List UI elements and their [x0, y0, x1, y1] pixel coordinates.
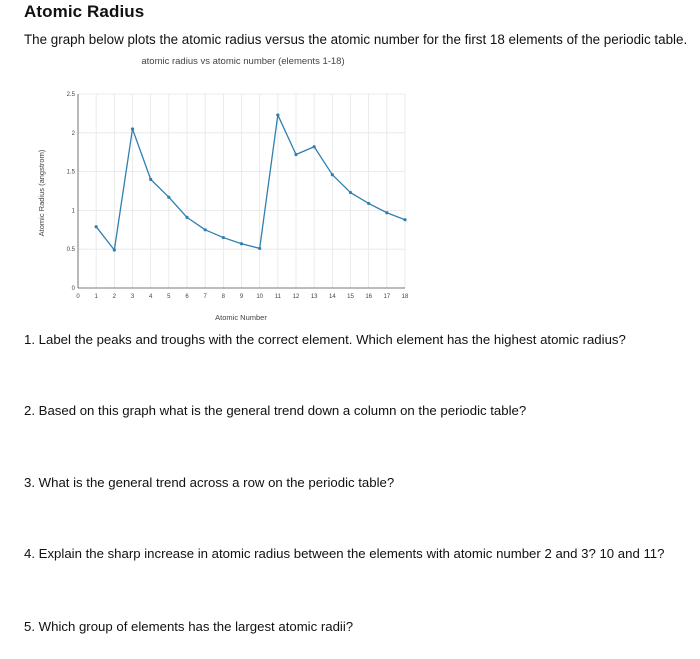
data-point: [204, 228, 207, 231]
x-tick-label: 6: [185, 294, 189, 300]
x-tick-label: 16: [365, 294, 373, 300]
question-4: 4. Explain the sharp increase in atomic radius between the elements with atomic number 2 and 3? 10 and 11?: [24, 546, 665, 561]
x-tick-label: 15: [347, 294, 354, 300]
x-tick-label: 2: [112, 294, 117, 300]
y-tick-label: 1: [71, 208, 75, 215]
x-tick-label: 10: [256, 294, 264, 300]
data-point: [331, 173, 334, 176]
data-point: [385, 211, 388, 214]
data-point: [185, 216, 188, 219]
data-point: [240, 242, 243, 245]
data-point: [367, 202, 370, 205]
x-tick-label: 0: [76, 294, 80, 300]
chart-tick-labels: [67, 92, 409, 300]
question-2: 2. Based on this graph what is the general trend down a column on the periodic table?: [24, 403, 527, 418]
x-tick-label: 5: [167, 294, 171, 300]
data-point: [131, 127, 134, 130]
question-1: 1. Label the peaks and troughs with the correct element. Which element has the highest atomic radius?: [24, 332, 626, 347]
y-tick-label: 0.5: [66, 247, 75, 254]
y-tick-label: 2.5: [66, 92, 75, 98]
page-title: Atomic Radius: [24, 2, 145, 21]
x-tick-label: 3: [130, 294, 135, 300]
chart-svg: [0, 50, 700, 330]
question-3: 3. What is the general trend across a row on the periodic table?: [24, 475, 395, 490]
data-point: [95, 225, 98, 228]
data-point: [113, 248, 116, 251]
chart-grid: [78, 94, 405, 288]
intro-text: The graph below plots the atomic radius versus the atomic number for the first 18 elements of the periodic table.: [24, 32, 688, 47]
x-tick-label: 17: [383, 294, 391, 300]
atomic-radius-chart: [0, 50, 700, 330]
x-tick-label: 12: [292, 294, 300, 300]
question-5: 5. Which group of elements has the largest atomic radii?: [24, 619, 354, 634]
data-point: [222, 236, 225, 239]
data-point: [403, 218, 406, 221]
chart-series: [95, 113, 407, 251]
x-axis-label: Atomic Number: [215, 313, 267, 322]
data-point: [294, 153, 297, 156]
x-tick-label: 1: [94, 294, 98, 300]
x-tick-label: 7: [203, 294, 207, 300]
x-tick-label: 9: [239, 294, 244, 300]
x-tick-label: 4: [148, 294, 153, 300]
x-tick-label: 11: [274, 294, 281, 300]
data-point: [349, 191, 352, 194]
y-axis-label: Atomic Radius (angstrom): [37, 149, 46, 237]
x-tick-label: 13: [310, 294, 318, 300]
x-tick-label: 8: [221, 294, 226, 300]
data-point: [149, 178, 152, 181]
series-line: [96, 115, 405, 250]
y-tick-label: 0: [71, 286, 75, 292]
chart-title: atomic radius vs atomic number (elements 1-18): [141, 56, 345, 67]
data-point: [313, 145, 316, 148]
x-tick-label: 18: [401, 294, 409, 300]
data-point: [276, 113, 279, 116]
x-tick-label: 14: [328, 294, 336, 300]
y-tick-label: 1.5: [66, 169, 75, 176]
y-tick-label: 2: [71, 130, 75, 137]
data-point: [167, 196, 170, 199]
data-point: [258, 247, 261, 250]
